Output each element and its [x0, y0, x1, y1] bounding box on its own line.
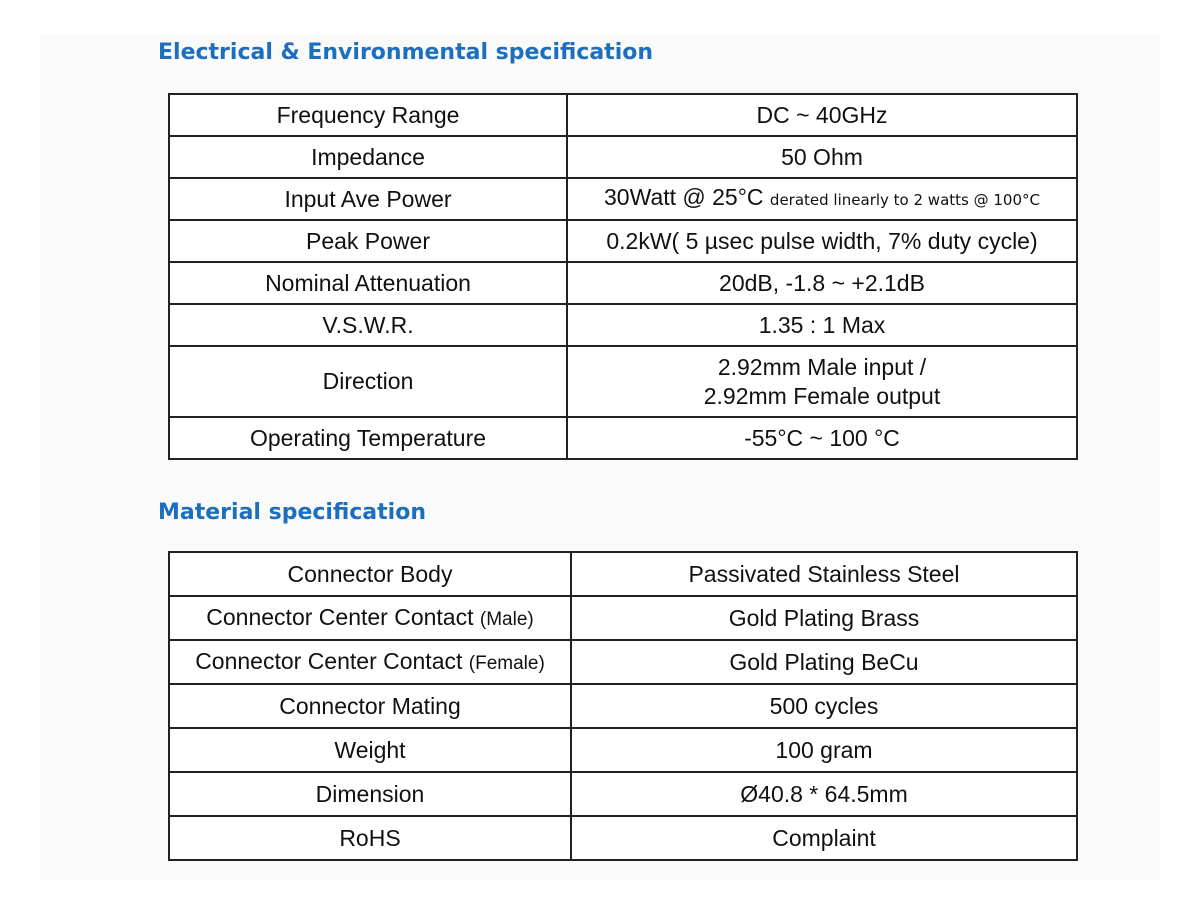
spec-label: Connector Center Contact — [206, 603, 474, 630]
table-row — [169, 772, 1077, 816]
spec-value: Gold Plating BeCu — [571, 640, 1077, 684]
spec-label: Operating Temperature — [169, 417, 567, 459]
spec-label: Impedance — [169, 136, 567, 178]
spec-label: Frequency Range — [169, 94, 567, 136]
spec-value: 1.35 : 1 Max — [567, 304, 1077, 346]
table-row — [169, 684, 1077, 728]
table-row — [169, 728, 1077, 772]
spec-label-cell — [169, 596, 571, 640]
table-row — [169, 94, 1077, 136]
spec-label-qualifier: (Female) — [468, 652, 545, 674]
spec-value-cell — [567, 178, 1077, 220]
spec-label: Input Ave Power — [169, 178, 567, 220]
spec-value: 500 cycles — [571, 684, 1077, 728]
spec-note: derated linearly to 2 watts @ 100°C — [769, 191, 1040, 209]
table-row — [169, 640, 1077, 684]
spec-label: Weight — [169, 728, 571, 772]
spec-label-qualifier: (Male) — [479, 608, 534, 630]
table-row — [169, 262, 1077, 304]
spec-label: Connector Body — [169, 552, 571, 596]
spec-label: Dimension — [169, 772, 571, 816]
spec-value: Gold Plating Brass — [571, 596, 1077, 640]
spec-value: 0.2kW( 5 µsec pulse width, 7% duty cycle) — [567, 220, 1077, 262]
table-row — [169, 220, 1077, 262]
spec-value: 50 Ohm — [567, 136, 1077, 178]
spec-value: 100 gram — [571, 728, 1077, 772]
table-row — [169, 136, 1077, 178]
spec-value: 30Watt @ 25°C — [604, 184, 764, 210]
spec-value: -55°C ~ 100 °C — [567, 417, 1077, 459]
table-row — [169, 552, 1077, 596]
spec-value-line2: 2.92mm Female output — [703, 382, 941, 409]
electrical-section-title: Electrical & Environmental specification — [158, 40, 654, 65]
spec-value: 20dB, -1.8 ~ +2.1dB — [567, 262, 1077, 304]
table-row — [169, 178, 1077, 220]
spec-value: Complaint — [571, 816, 1077, 860]
material-section-title: Material specification — [158, 500, 426, 525]
table-row — [169, 596, 1077, 640]
spec-label: Connector Center Contact — [195, 647, 463, 674]
table-row — [169, 304, 1077, 346]
spec-label-cell — [169, 640, 571, 684]
spec-value: Ø40.8 * 64.5mm — [571, 772, 1077, 816]
spec-label: Connector Mating — [169, 684, 571, 728]
spec-value-line1: 2.92mm Male input / — [717, 353, 927, 380]
spec-label: RoHS — [169, 816, 571, 860]
spec-value: Passivated Stainless Steel — [571, 552, 1077, 596]
table-row — [169, 816, 1077, 860]
table-row — [169, 346, 1077, 417]
electrical-spec-table — [168, 93, 1078, 460]
material-spec-table — [168, 551, 1078, 861]
spec-label: Direction — [169, 346, 567, 417]
table-row — [169, 417, 1077, 459]
spec-value: DC ~ 40GHz — [567, 94, 1077, 136]
spec-label: Nominal Attenuation — [169, 262, 567, 304]
spec-value-cell — [567, 346, 1077, 417]
spec-label: Peak Power — [169, 220, 567, 262]
spec-label: V.S.W.R. — [169, 304, 567, 346]
